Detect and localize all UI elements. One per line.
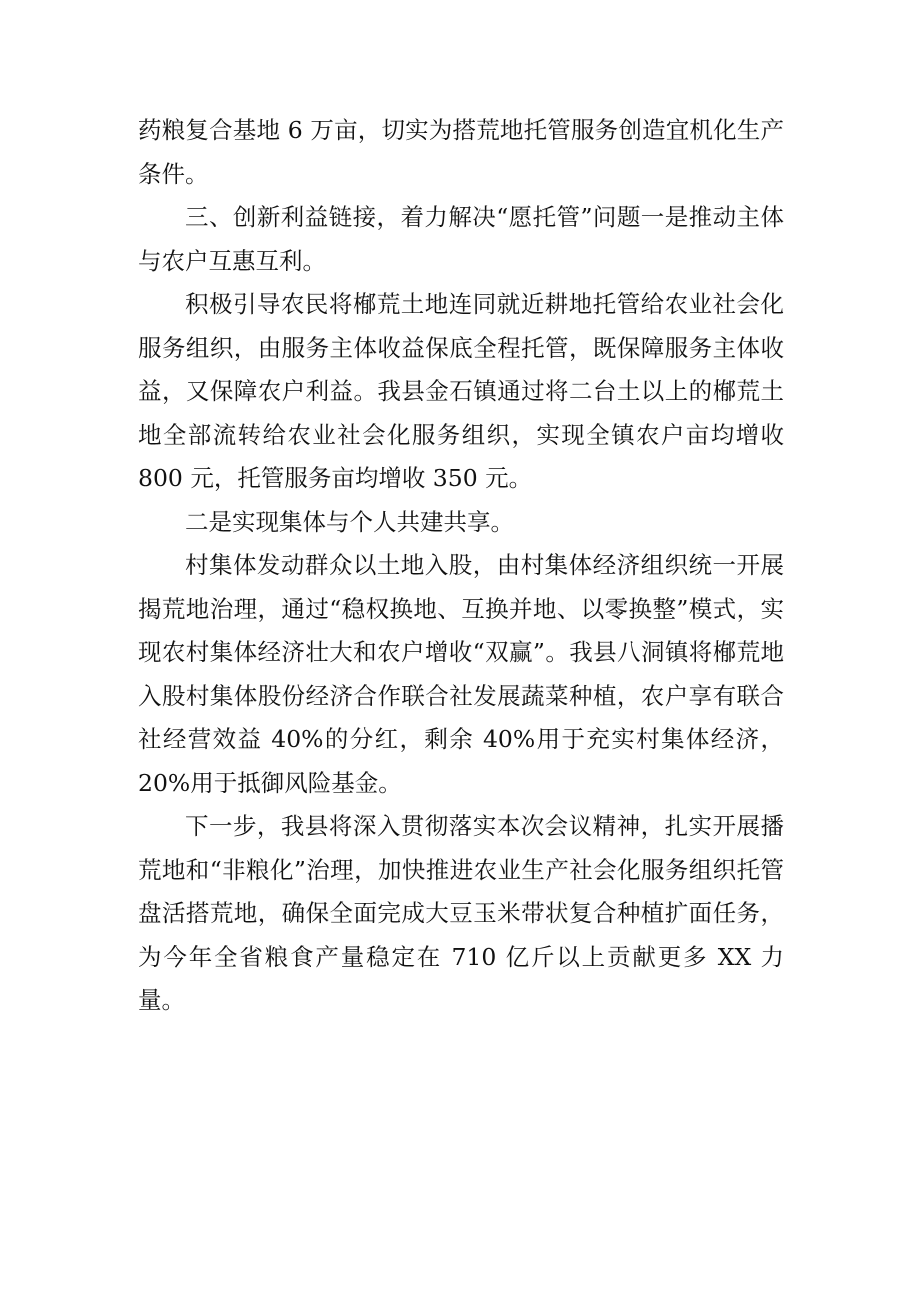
paragraph-section-heading: 三、创新利益链接，着力解决“愿托管”问题一是推动主体与农户互惠互利。 <box>138 203 784 275</box>
paragraph-body: 积极引导农民将㮋荒土地连同就近耕地托管给农业社会化服务组织，由服务主体收益保底全程托管，既保障服务主体收益，又保障农户利益。我县金石镇通过将二台土以上的㮋荒土地全部流转给农业社会化服务组织，实现全镇农户亩均增收 800 元，托管服务亩均增收 350 元。 <box>138 290 784 492</box>
paragraph-continuation: 药粮复合基地 6 万亩，切实为搭荒地托管服务创造宜机化生产条件。 <box>138 116 784 188</box>
paragraph-body: 村集体发动群众以土地入股，由村集体经济组织统一开展揭荒地治理，通过“稳权换地、互换并地、以零换整”模式，实现农村集体经济壮大和农户增收“双赢”。我县八洞镇将㮋荒地入股村集体股份经济合作联合社发展蔬菜种植，农户享有联合社经营效益 40%的分红，剩余 40%用于充实村集体经济，20%用于抵御风险基金。 <box>138 551 784 797</box>
paragraph-conclusion: 下一步，我县将深入贯彻落实本次会议精神，扎实开展播荒地和“非粮化”治理，加快推进农业生产社会化服务组织托管盘活搭荒地，确保全面完成大豆玉米带状复合种植扩面任务，为今年全省粮食产量稳定在 710 亿斤以上贡献更多 XX 力量。 <box>138 812 784 1014</box>
document-body <box>138 109 784 1023</box>
paragraph-subheading: 二是实现集体与个人共建共享。 <box>185 507 514 536</box>
